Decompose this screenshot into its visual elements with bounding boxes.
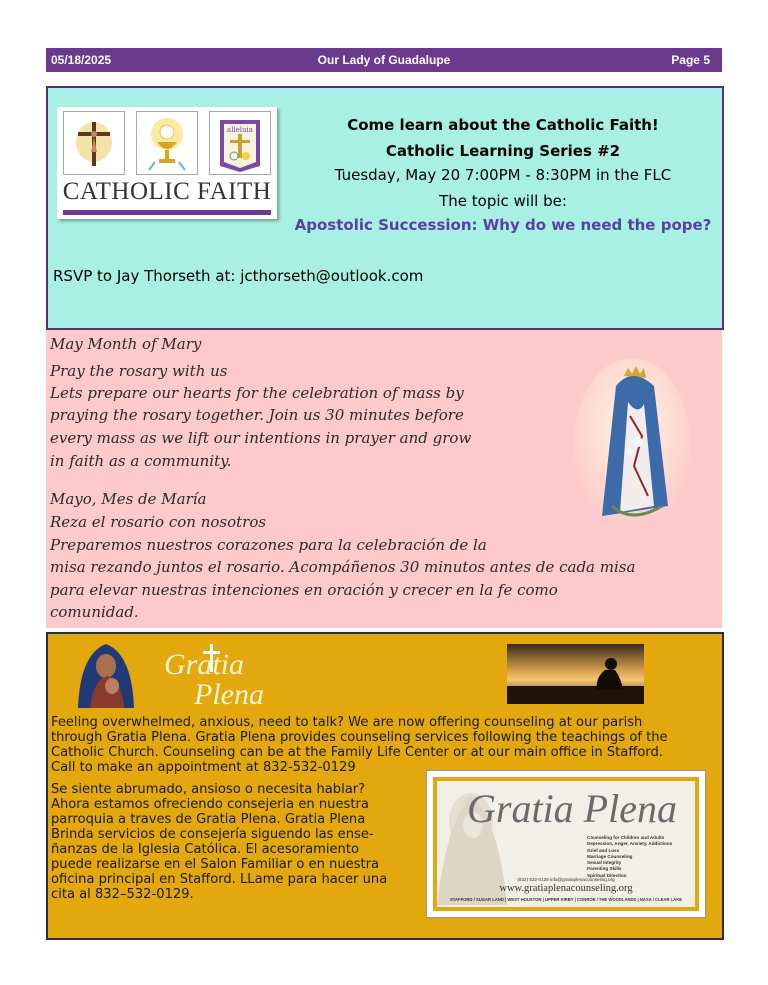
alleluia-icon xyxy=(209,111,271,175)
svg-text:alleluia: alleluia xyxy=(227,126,253,134)
flyer-service-item: Counseling for Children and Adults xyxy=(587,835,665,840)
gratia-plena-section xyxy=(46,632,724,940)
kneeling-prayer-icon xyxy=(507,644,644,704)
page-header xyxy=(46,48,722,72)
gratia-text-line-es: Ahora estamos ofreciendo consejeria en nuestra xyxy=(51,797,369,812)
mary-title-en: May Month of Mary xyxy=(50,335,202,353)
crucifix-icon xyxy=(63,111,125,175)
mary-text-line: Reza el rosario con nosotros xyxy=(50,513,267,531)
flyer-service-item: Depression, Anger, Anxiety, Addictions xyxy=(587,841,673,847)
flyer-service-item: Parenting Skills xyxy=(587,866,622,872)
flyer-service-item: Sexual Integrity xyxy=(587,860,622,866)
mary-text-line: Lets prepare our hearts for the celebration of mass by xyxy=(50,384,464,402)
header-date: 05/18/2025 xyxy=(51,53,112,67)
mary-rosary-icon xyxy=(572,356,692,532)
faith-series-title: Catholic Learning Series #2 xyxy=(385,142,621,160)
catholic-faith-section xyxy=(46,86,724,330)
gratia-text-line-es: ñanzas de la Iglesia Católica. El acesoramiento xyxy=(51,842,359,857)
mary-text-line: in faith as a community. xyxy=(50,452,232,470)
header-page-number: Page 5 xyxy=(671,53,710,67)
mary-text-line: comunidad. xyxy=(50,603,139,621)
flyer-service-item: Grief and Loss xyxy=(587,847,620,853)
catholic-faith-logo-text: CATHOLIC FAITH xyxy=(62,178,272,205)
mary-text-line: praying the rosary together. Join us 30 minutes before xyxy=(50,406,464,424)
gratia-text-line-es: oficina principal en Stafford. LLame para hacer una xyxy=(51,872,388,887)
flyer-service-item: Marriage Counseling xyxy=(587,853,633,859)
gratia-text-line: Call to make an appointment at 832-532-0129 xyxy=(51,760,356,775)
faith-topic: Apostolic Succession: Why do we need the pope? xyxy=(294,216,712,234)
gratia-text-line: Catholic Church. Counseling can be at the Family Life Center or at our main office in Stafford. xyxy=(51,745,663,760)
mary-text-line: every mass as we lift our intentions in prayer and grow xyxy=(50,429,472,447)
mary-text-line: para elevar nuestras intenciones en oración y crecer en la fe como xyxy=(50,581,558,599)
logo-divider xyxy=(63,210,271,215)
mary-text-line: misa rezando juntos el rosario. Acompáñenos 30 minutos antes de cada misa xyxy=(50,558,636,576)
faith-topic-intro: The topic will be: xyxy=(439,192,567,210)
faith-event-time: Tuesday, May 20 7:00PM - 8:30PM in the FLC xyxy=(334,166,672,184)
flyer-services xyxy=(587,835,672,879)
gratia-text-line-es: parroquia a traves de Gratia Plena. Gratia Plena xyxy=(51,812,366,827)
gratia-plena-flyer xyxy=(426,770,706,918)
flyer-service-item: Spiritual Direction xyxy=(587,872,627,878)
gratia-text-line-es: puede realizarse en el Salon Familiar o en nuestra xyxy=(51,857,380,872)
gratia-plena-logo xyxy=(76,638,286,710)
flyer-locations: STAFFORD / SUGAR LAND | WEST HOUSTON | UPPER KIRBY | CONROE / THE WOODLANDS | NASA / CLEAR LAKE xyxy=(449,897,683,902)
chalice-icon xyxy=(136,111,198,175)
gratia-text-line: Feeling overwhelmed, anxious, need to talk? We are now offering counseling at our parish xyxy=(51,715,643,730)
gratia-text-line-es: cita al 832–532-0129. xyxy=(51,887,194,902)
mary-text-line: Pray the rosary with us xyxy=(50,362,228,380)
flyer-title: Gratia Plena xyxy=(467,786,677,831)
gratia-text-line-es: Se siente abrumado, ansioso o necesita hablar? xyxy=(51,782,366,797)
gratia-text-line-es: Brinda servicios de consejería siguendo las ense- xyxy=(51,827,374,842)
flyer-website: www.gratiaplenacounseling.org xyxy=(499,883,633,894)
gratia-logo-word: Gratia xyxy=(164,648,245,681)
plena-logo-word: Plena xyxy=(194,678,264,710)
flyer-contact: (832) 532-0129 info@gratiaplenacounseling.org xyxy=(517,877,615,882)
catholic-faith-logo xyxy=(57,107,277,219)
header-title: Our Lady of Guadalupe xyxy=(317,53,451,67)
faith-heading: Come learn about the Catholic Faith! xyxy=(347,116,659,134)
faith-rsvp: RSVP to Jay Thorseth at: jcthorseth@outlook.com xyxy=(53,267,424,285)
mary-title-es: Mayo, Mes de María xyxy=(50,490,207,508)
mary-text-line: Preparemos nuestros corazones para la celebración de la xyxy=(50,536,487,554)
month-of-mary-section xyxy=(46,330,722,628)
gratia-text-line: through Gratia Plena. Gratia Plena provides counseling services following the teachings of the xyxy=(51,730,668,745)
